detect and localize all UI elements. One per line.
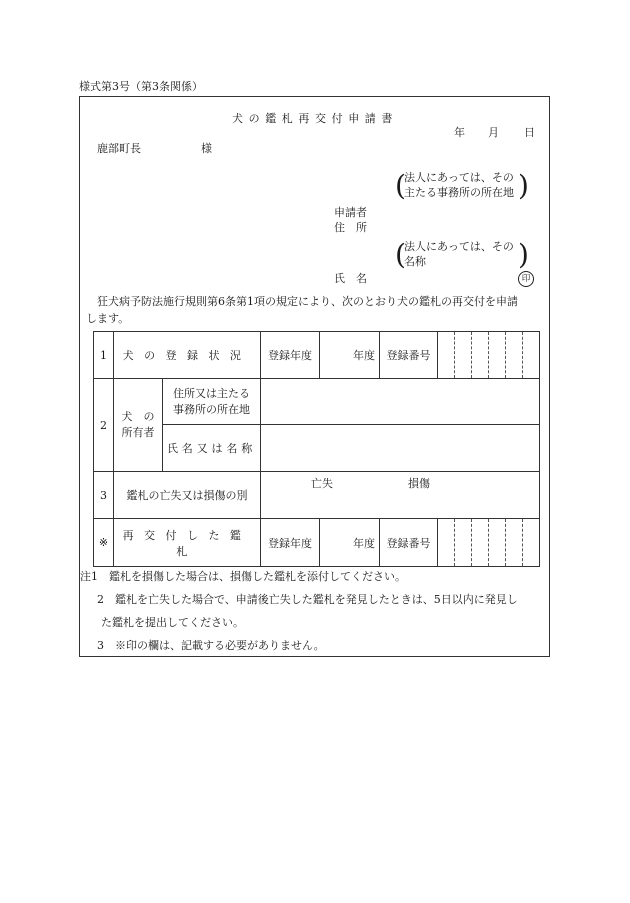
dog-registration-status-label: 犬の登録状況 <box>114 332 261 379</box>
note-2-line1: 2 鑑札を亡失した場合で、申請後亡失した鑑札を発見したときは、5日以内に発見し <box>97 593 518 606</box>
corp-name-note <box>397 240 527 270</box>
row-number: 3 <box>94 472 114 519</box>
registration-number-label: 登録番号 <box>380 332 438 379</box>
owner-label-line1: 犬 の <box>121 410 155 424</box>
corp-address-note-line2: 主たる事務所の所在地 <box>404 186 514 199</box>
row-number: 2 <box>94 379 114 472</box>
statement-line1: 狂犬病予防法施行規則第6条第1項の規定により、次のとおり犬の鑑札の再交付を申請 <box>97 295 518 308</box>
statement-line2: します。 <box>86 312 130 325</box>
date-day-label: 日 <box>524 126 535 139</box>
year-unit: 年度 <box>320 519 380 567</box>
seal-icon: 印 <box>518 271 534 287</box>
addressee-honorific: 様 <box>201 142 212 155</box>
note-2-line2: た鑑札を提出してください。 <box>101 616 244 629</box>
owner-name-label: 氏名又は名称 <box>163 425 261 472</box>
table-row <box>94 519 540 567</box>
registration-number-boxes <box>438 519 539 566</box>
address-label: 住 所 <box>334 221 367 234</box>
option-damaged[interactable]: 損傷 <box>408 477 431 490</box>
note-1: 注1 鑑札を損傷した場合は、損傷した鑑札を添付してください。 <box>80 570 406 583</box>
owner-address-label-line1: 住所又は主たる <box>173 387 250 401</box>
registration-number-field[interactable] <box>438 519 540 567</box>
year-unit: 年度 <box>320 332 380 379</box>
owner-label-line2: 所有者 <box>121 426 155 439</box>
open-paren-icon: ( <box>395 169 406 202</box>
open-paren-icon: ( <box>395 238 406 271</box>
addressee-name: 鹿部町長 <box>97 142 141 155</box>
note-3: 3 ※印の欄は、記載する必要がありません。 <box>97 639 325 652</box>
form-number: 様式第3号（第3条関係） <box>79 80 203 93</box>
corp-address-note <box>397 171 527 201</box>
applicant-label: 申請者 <box>334 206 367 219</box>
reissued-tag-label: 再交付した鑑札 <box>114 519 261 567</box>
corp-name-note-line2: 名称 <box>404 255 426 268</box>
owner-label <box>114 379 163 472</box>
table-row <box>94 332 540 379</box>
date-month-label: 月 <box>488 126 499 139</box>
registration-number-boxes <box>438 332 539 378</box>
option-lost[interactable]: 亡失 <box>311 477 334 490</box>
registration-year-label: 登録年度 <box>261 519 320 567</box>
application-table <box>93 331 540 567</box>
seal-mark <box>518 271 534 287</box>
date-year-label: 年 <box>454 126 465 139</box>
loss-or-damage-label: 鑑札の亡失又は損傷の別 <box>114 472 261 519</box>
close-paren-icon: ) <box>518 169 529 202</box>
registration-number-label: 登録番号 <box>380 519 438 567</box>
form-title: 犬の鑑札再交付申請書 <box>232 112 398 125</box>
owner-name-field[interactable] <box>261 425 540 472</box>
row-number: ※ <box>94 519 114 567</box>
owner-address-label-line2: 事務所の所在地 <box>173 402 250 416</box>
registration-year-label: 登録年度 <box>261 332 320 379</box>
corp-address-note-line1: 法人にあっては、その <box>404 171 514 184</box>
name-label: 氏 名 <box>334 272 367 285</box>
registration-number-field[interactable] <box>438 332 540 379</box>
row-number: 1 <box>94 332 114 379</box>
table-row <box>94 379 540 425</box>
loss-or-damage-options <box>261 472 540 519</box>
corp-name-note-line1: 法人にあっては、その <box>404 240 514 253</box>
close-paren-icon: ) <box>518 238 529 271</box>
owner-address-field[interactable] <box>261 379 540 425</box>
table-row <box>94 472 540 519</box>
owner-address-label <box>163 379 261 425</box>
